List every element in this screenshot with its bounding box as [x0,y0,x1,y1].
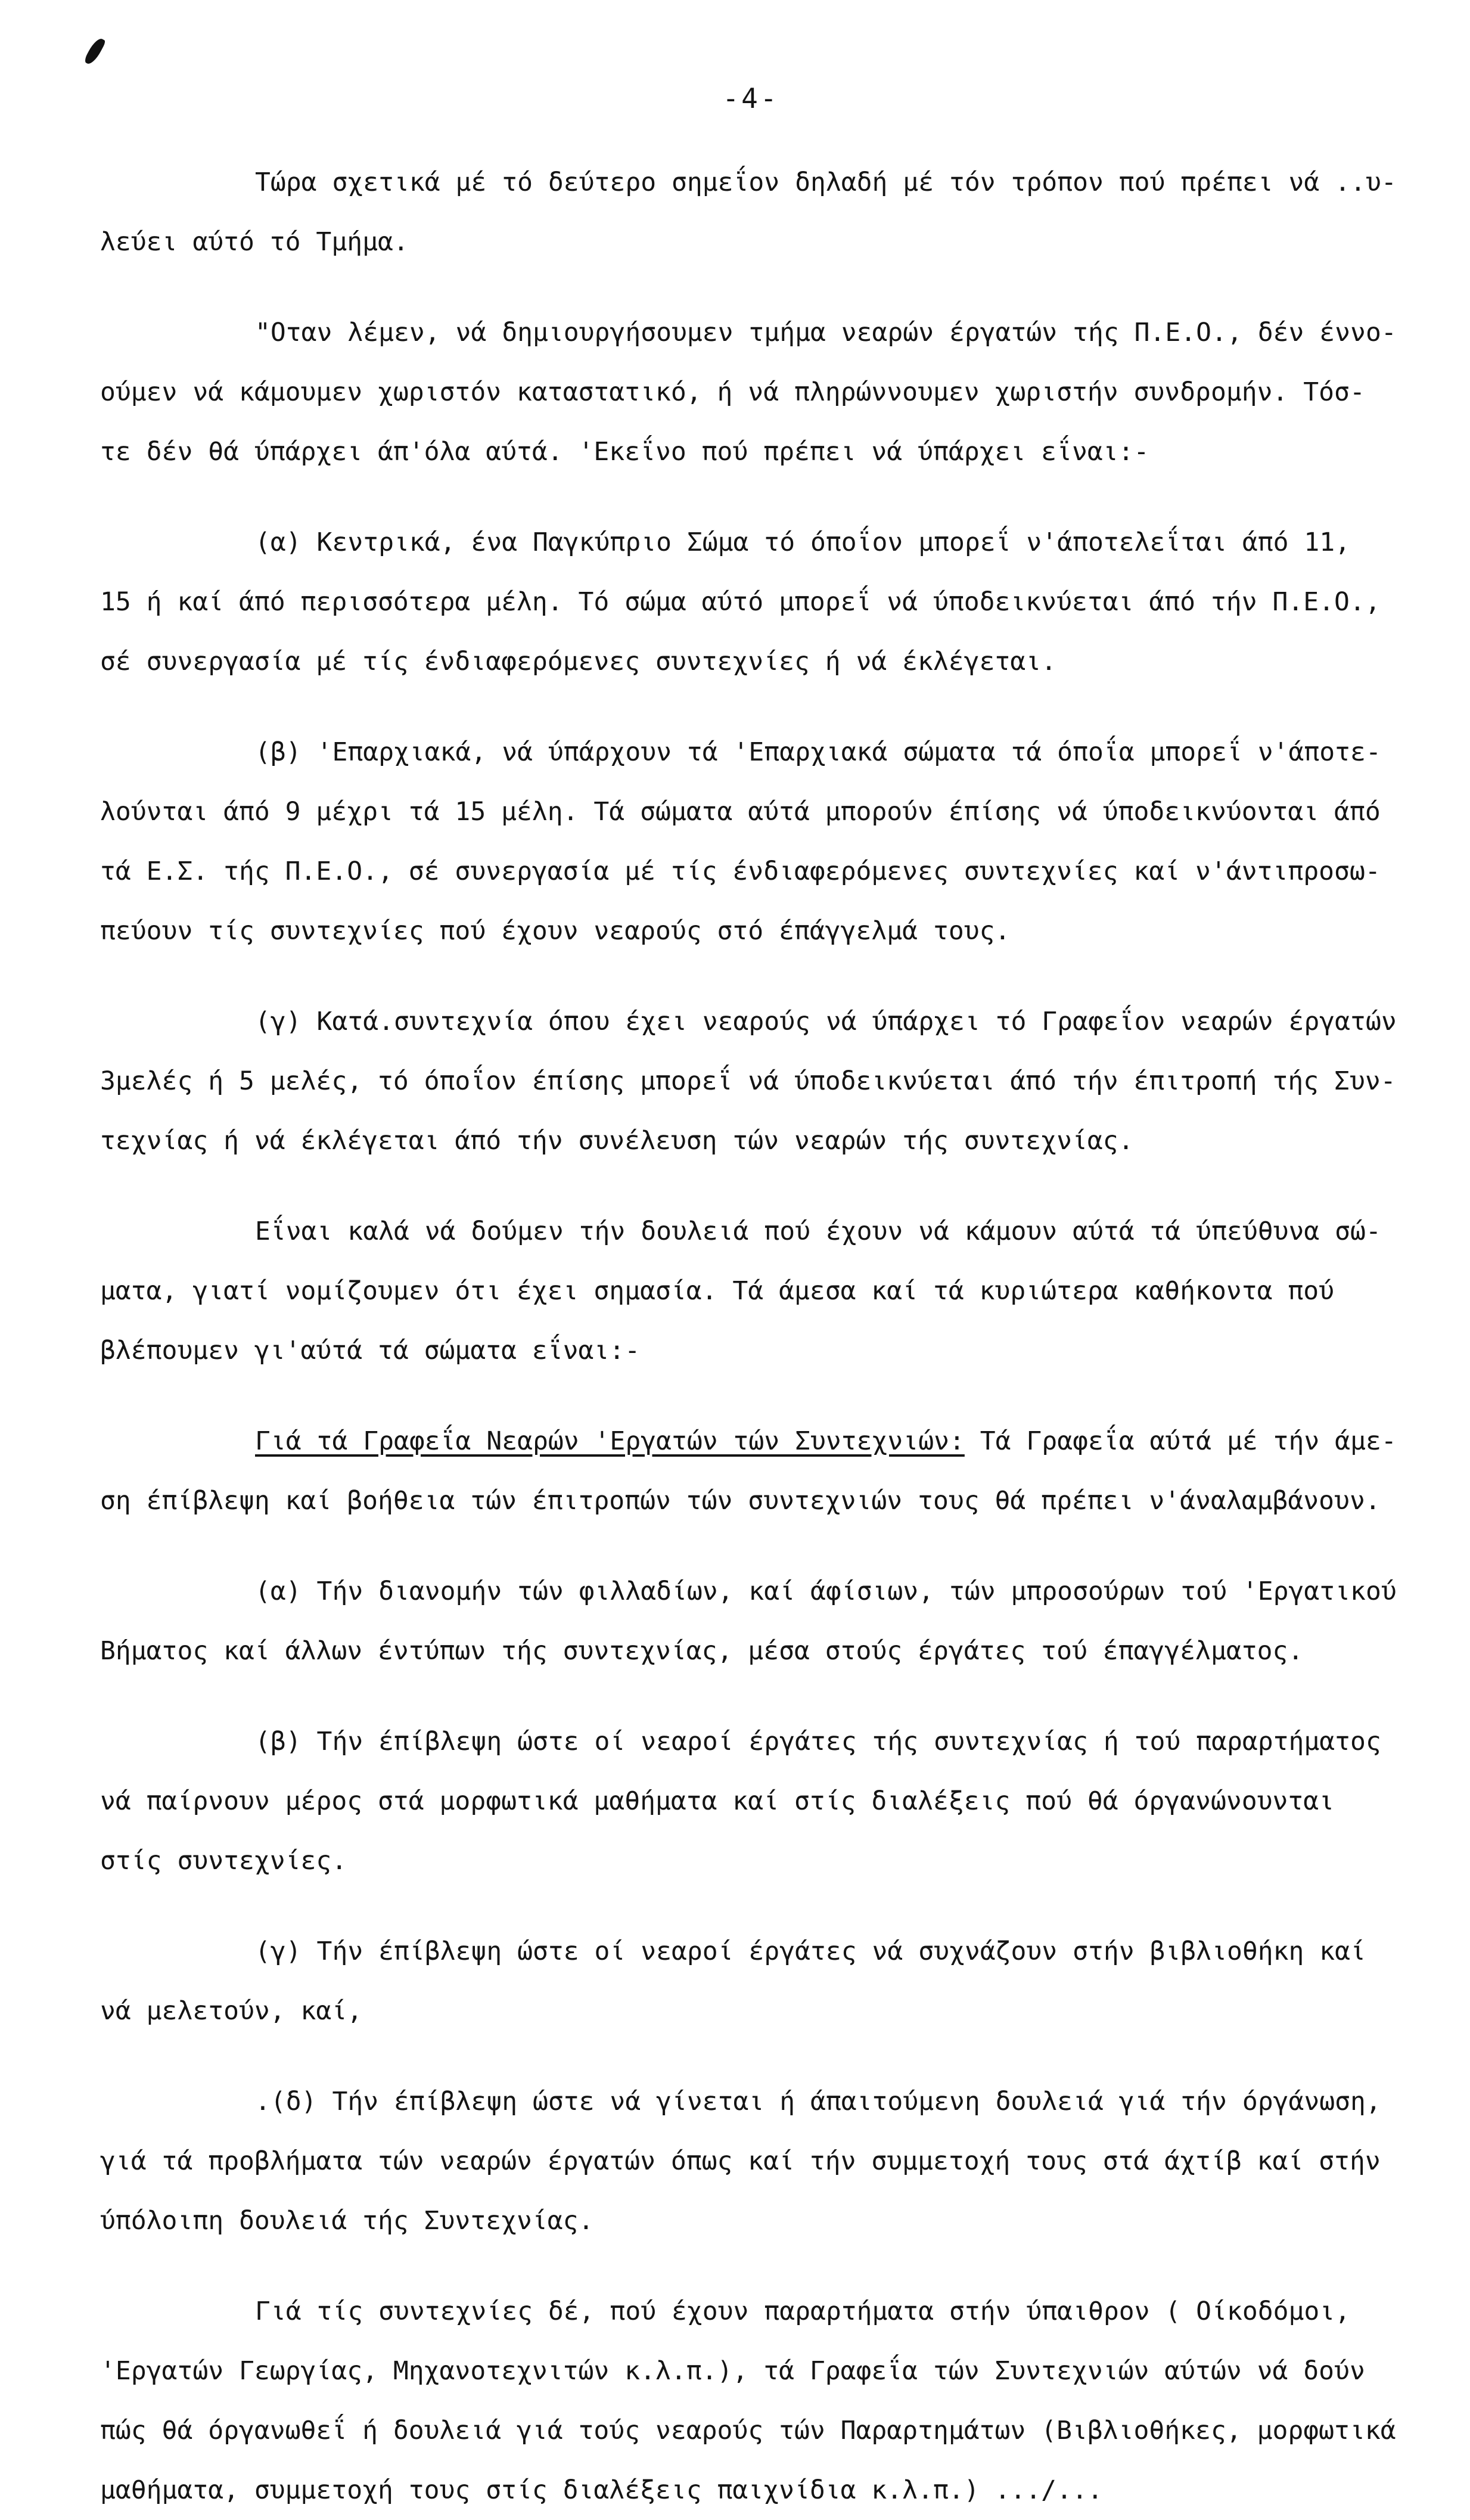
text-line: "Οταν λέμεν, νά δημιουργήσουμεν τμήμα νεαρών έργατών τής Π.Ε.Ο., δέν έννο- [255,318,1397,347]
paragraph [100,1922,1429,2041]
text-line: ση έπίβλεψη καί βοήθεια τών έπιτροπών τών συντεχνιών τους θά πρέπει ν'άναλαμβάνουν. [100,1486,1381,1516]
paragraph [100,722,1429,961]
text-line: ύπόλοιπη δουλειά τής Συντεχνίας. [100,2206,594,2236]
paragraph [100,1202,1429,1380]
text-line: .(δ) Τήν έπίβλεψη ώστε νά γίνεται ή άπαιτούμενη δουλειά γιά τήν όργάνωση, [255,2087,1381,2116]
text-line: (α) Κεντρικά, ένα Παγκύπριο Σώμα τό όποΐον μπορεΐ ν'άποτελεΐται άπό 11, [255,527,1351,557]
text-line: Εΐναι καλά νά δούμεν τήν δουλειά πού έχουν νά κάμουν αύτά τά ύπεύθυνα σώ- [255,1216,1381,1246]
text-line: (β) Τήν έπίβλεψη ώστε οί νεαροί έργάτες τής συντεχνίας ή τού παραρτήματος [255,1727,1381,1756]
text-line: (β) 'Επαρχιακά, νά ύπάρχουν τά 'Επαρχιακά σώματα τά όποΐα μπορεΐ ν'άποτε- [255,737,1381,767]
paragraph [100,1712,1429,1891]
text-line: τά Ε.Σ. τής Π.Ε.Ο., σέ συνεργασία μέ τίς ένδιαφερόμενες συντεχνίες καί ν'άντιπροσω- [100,856,1381,886]
page-number: -4- [722,82,779,114]
text-line: βλέπουμεν γι'αύτά τά σώματα εΐναι:- [100,1336,641,1365]
paragraph [100,153,1429,272]
paragraph [100,303,1429,482]
text-line: (γ) Τήν έπίβλεψη ώστε οί νεαροί έργάτες νά συχνάζουν στήν βιβλιοθήκη καί [255,1936,1366,1966]
paragraph [100,2282,1429,2520]
text-line: ματα, γιατί νομίζουμεν ότι έχει σημασία. Τά άμεσα καί τά κυριώτερα καθήκοντα πού [100,1276,1335,1306]
text-line: νά παίρνουν μέρος στά μορφωτικά μαθήματα καί στίς διαλέξεις πού θά όργανώνουνται [100,1786,1335,1816]
paragraph [100,1411,1429,1531]
text-line: γιά τά προβλήματα τών νεαρών έργατών όπως καί τήν συμμετοχή τους στά άχτίβ καί στήν [100,2146,1381,2176]
section-heading: Γιά τά Γραφεΐα Νεαρών 'Εργατών τών Συντεχνιών: [255,1426,965,1456]
paragraph [100,1562,1429,1681]
text-line: (α) Τήν διανομήν τών φιλλαδίων, καί άφίσιων, τών μπροσούρων τού 'Εργατικού [255,1576,1397,1606]
text-line: 15 ή καί άπό περισσότερα μέλη. Τό σώμα αύτό μπορεΐ νά ύποδεικνύεται άπό τήν Π.Ε.Ο., [100,587,1381,617]
paragraph [100,2072,1429,2251]
text-line: τεχνίας ή νά έκλέγεται άπό τήν συνέλευση τών νεαρών τής συντεχνίας. [100,1126,1134,1156]
ink-mark [83,36,106,67]
text-line: πώς θά όργανωθεΐ ή δουλειά γιά τούς νεαρούς τών Παραρτημάτων (Βιβλιοθήκες, μορφωτικά [100,2416,1396,2445]
text-line: (γ) Κατά.συντεχνία όπου έχει νεαρούς νά ύπάρχει τό Γραφεΐον νεαρών έργατών [255,1007,1397,1036]
text-line: 'Εργατών Γεωργίας, Μηχανοτεχνιτών κ.λ.π.), τά Γραφεΐα τών Συντεχνιών αύτών νά δούν [100,2356,1365,2386]
text-line: λούνται άπό 9 μέχρι τά 15 μέλη. Τά σώματα αύτά μπορούν έπίσης νά ύποδεικνύονται άπό [100,797,1381,827]
text-line: σέ συνεργασία μέ τίς ένδιαφερόμενες συντεχνίες ή νά έκλέγεται. [100,647,1057,676]
paragraph [100,992,1429,1171]
text-line: Γιά τίς συντεχνίες δέ, πού έχουν παραρτήματα στήν ύπαιθρον ( Οίκοδόμοι, [255,2296,1351,2326]
text-line: 3μελές ή 5 μελές, τό όποΐον έπίσης μπορεΐ νά ύποδεικνύεται άπό τήν έπιτροπή τής Συν- [100,1066,1396,1096]
heading-line [100,1411,1429,1471]
text-line: ούμεν νά κάμουμεν χωριστόν καταστατικό, ή νά πληρώννουμεν χωριστήν συνδρομήν. Τόσ- [100,377,1365,407]
heading-continuation: Τά Γραφεΐα αύτά μέ τήν άμε- [964,1426,1397,1456]
text-line: πεύουν τίς συντεχνίες πού έχουν νεαρούς στό έπάγγελμά τους. [100,916,1011,946]
text-line: Βήματος καί άλλων έντύπων τής συντεχνίας, μέσα στούς έργάτες τού έπαγγέλματος. [100,1636,1304,1666]
paragraph [100,513,1429,691]
text-line: νά μελετούν, καί, [100,1996,363,2026]
text-line: Τώρα σχετικά μέ τό δεύτερο σημεΐον δηλαδή μέ τόν τρόπον πού πρέπει νά ..υ- [255,167,1397,197]
text-line: τε δέν θά ύπάρχει άπ'όλα αύτά. 'Εκεΐνο πού πρέπει νά ύπάρχει εΐναι:- [100,437,1149,467]
text-line: μαθήματα, συμμετοχή τους στίς διαλέξεις παιχνίδια κ.λ.π.) .../... [100,2475,1103,2505]
text-line: στίς συντεχνίες. [100,1846,347,1876]
body-text [100,153,1429,2520]
text-line: λεύει αύτό τό Τμήμα. [100,227,409,257]
